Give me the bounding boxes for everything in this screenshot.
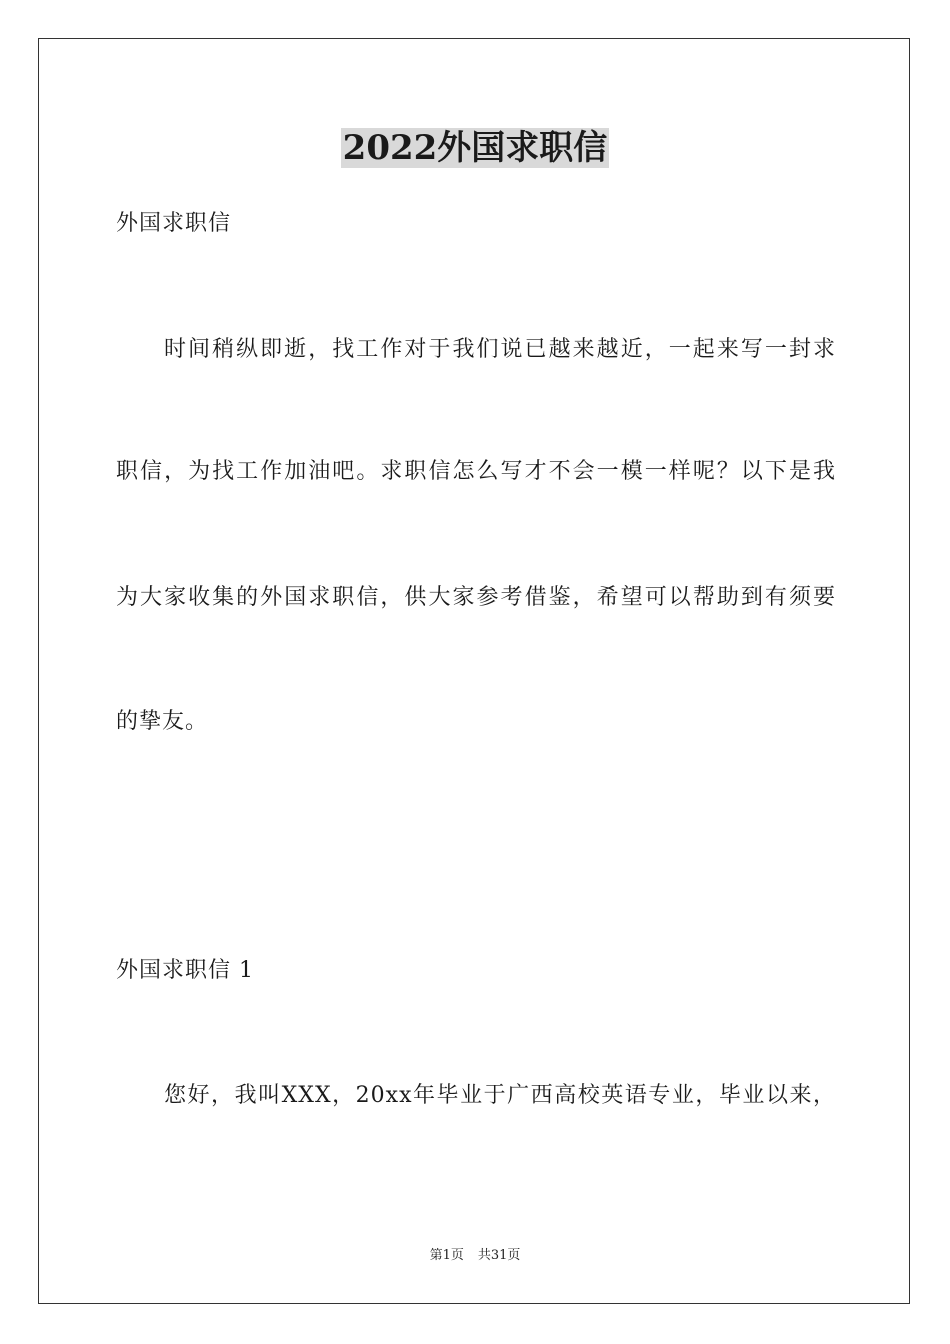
intro-line-1: 时间稍纵即逝，找工作对于我们说已越来越近，一起来写一封求 [164, 337, 836, 362]
page-number-total: 共31页 [477, 1248, 521, 1263]
page-footer [0, 1246, 950, 1266]
section-heading: 外国求职信 1 [116, 958, 254, 983]
document-title-text: 2022外国求职信 [342, 128, 608, 168]
intro-line-3: 为大家收集的外国求职信，供大家参考借鉴，希望可以帮助到有须要 [116, 585, 836, 610]
document-subtitle: 外国求职信 [116, 211, 232, 236]
intro-line-4: 的挚友。 [116, 709, 209, 734]
intro-line-2: 职信，为找工作加油吧。求职信怎么写才不会一模一样呢？以下是我 [116, 459, 836, 484]
page-number-current: 第1页 [429, 1248, 464, 1263]
section-body-line-1: 您好，我叫XXX，20xx年毕业于广西高校英语专业，毕业以来， [164, 1083, 836, 1108]
document-title [0, 124, 950, 172]
